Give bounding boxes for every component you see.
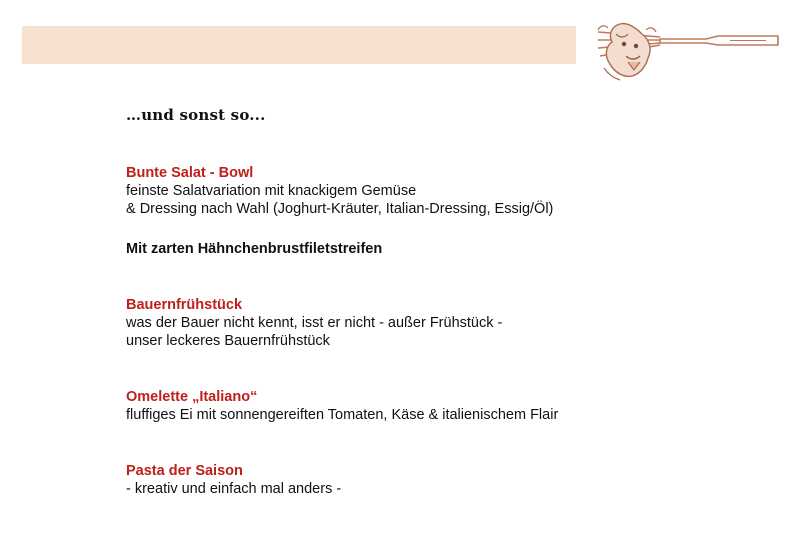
item-title: Omelette „Italiano“ [126,389,258,405]
menu-item-salad-bowl [126,164,766,258]
item-extra-option: Mit zarten Hähnchenbrustfiletstreifen [126,241,383,257]
fork-with-dog-icon [590,20,780,82]
item-title: Pasta der Saison [126,463,243,479]
item-description: feinste Salatvariation mit knackigem Gemüse [126,183,417,199]
header-band [22,26,576,64]
item-description: unser leckeres Bauernfrühstück [126,333,330,349]
item-description: was der Bauer nicht kennt, isst er nicht - außer Frühstück - [126,315,503,331]
item-description: & Dressing nach Wahl (Joghurt-Kräuter, Italian-Dressing, Essig/Öl) [126,201,554,217]
menu-item-bauernfruehstueck [126,296,766,350]
menu-item-pasta [126,462,766,498]
item-title: Bauernfrühstück [126,297,243,313]
menu-item-omelette [126,388,766,424]
section-heading: …und sonst so... [126,106,266,124]
item-title: Bunte Salat - Bowl [126,165,254,181]
item-description: - kreativ und einfach mal anders - [126,481,342,497]
item-description: fluffiges Ei mit sonnengereiften Tomaten, Käse & italienischem Flair [126,407,559,423]
